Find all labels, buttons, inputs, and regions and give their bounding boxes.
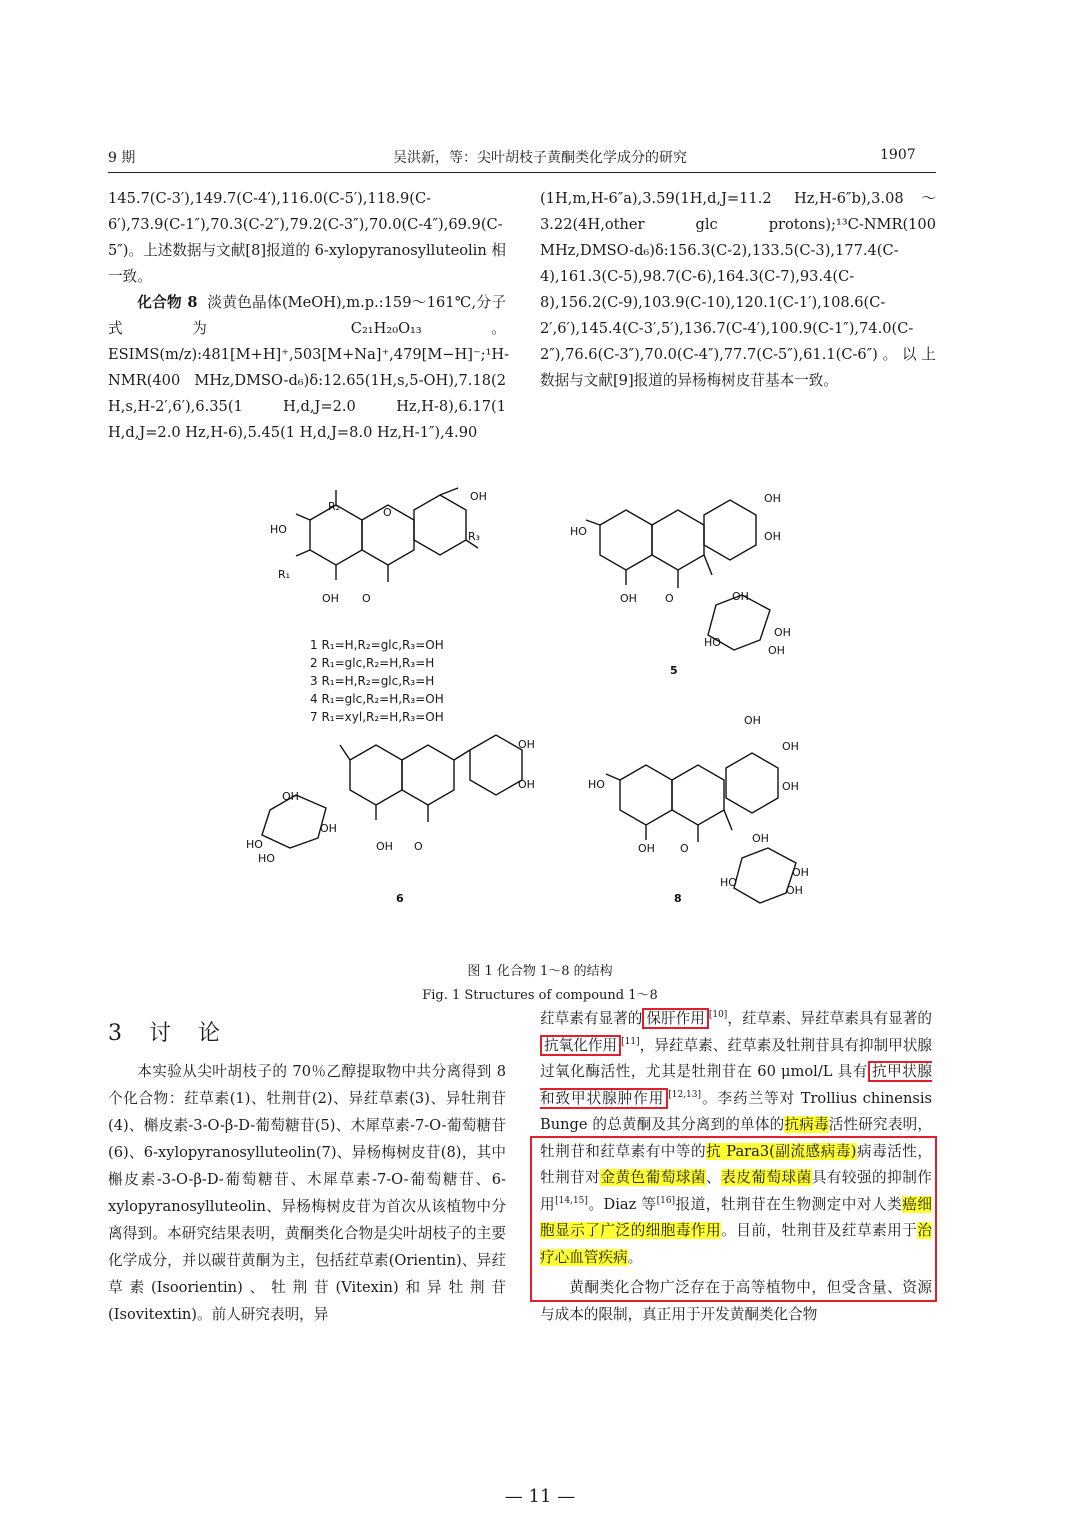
structure-5-core <box>586 500 770 650</box>
atom-oh: OH <box>764 530 781 543</box>
journal-issue: 9 期 <box>108 150 136 166</box>
highlight-s-aureus: 金黄色葡萄球菌 <box>600 1169 707 1186</box>
ref-12-13: [12,13] <box>668 1089 702 1100</box>
legend-row: 3 R₁=H,R₂=glc,R₃=H <box>310 674 435 688</box>
atom-ho: HO <box>588 778 605 791</box>
compound8-label: 化合物 8 <box>137 294 198 311</box>
atom-oh: OH <box>752 832 769 845</box>
section-heading: 3 讨 论 <box>108 1021 230 1046</box>
header-rule <box>108 172 936 173</box>
left-column-top <box>108 186 510 446</box>
boxed-term-antioxidant: 抗氧化作用 <box>540 1035 621 1056</box>
atom-oh: OH <box>518 778 535 791</box>
structure-8-core <box>606 753 796 903</box>
footer-page-number: — 11 — <box>504 1486 576 1507</box>
legend-row: 4 R₁=glc,R₂=H,R₃=OH <box>310 692 444 706</box>
atom-r3: R₃ <box>468 530 481 543</box>
atom-ho: HO <box>704 636 721 649</box>
highlight-cytotoxic: 癌细胞显示了广泛的细胞毒作用 <box>540 1195 932 1239</box>
text-run: 。李药兰等对 Trollius chinensis Bunge 的总黄酮及其分离到的单体的 <box>540 1089 932 1133</box>
text-run: 。目前，牡荆苷及荭草素用于 <box>721 1222 918 1239</box>
atom-oh: OH <box>782 780 799 793</box>
text-run: 活性研究表明，牡荆苷和荭草素有中等的 <box>540 1116 932 1160</box>
text-run: ，异荭草素、荭草素及牡荆苷具有抑制甲状腺过氧化酶活性，尤其是牡荆苷在 60 μmol/L 具有 <box>540 1036 932 1080</box>
highlight-s-epidermidis: 表皮葡萄球菌 <box>721 1169 812 1186</box>
atom-oh: OH <box>792 866 809 879</box>
right-column-top <box>540 186 936 394</box>
text-run: 报道，牡荆苷在生物测定中对人类 <box>675 1195 903 1213</box>
ref-14-15: [14,15] <box>555 1195 588 1206</box>
atom-oh: OH <box>744 714 761 727</box>
text-run: 荭草素有显著的 <box>540 1010 643 1027</box>
discussion-paragraph: 本实验从尖叶胡枝子的 70％乙醇提取物中共分离得到 8 个化合物：荭草素(1)、牡荆苷(2)、异荭草素(3)、异牡荆苷(4)、槲皮素-3-O-β-D-葡萄糖苷(5)、木犀草素-7-O-葡萄糖苷(6)、6-xylopyranosylluteolin(7)、异杨梅树皮苷(8)，其中槲皮素-3-O-β-D-葡萄糖苷、木犀草素-7-O-葡萄糖苷、6-xylopyranosylluteolin、异杨梅树皮苷为首次从该植物中分离得到。本研究结果表明，黄酮类化合物是尖叶胡枝子的主要化学成分，并以碳苷黄酮为主，包括荭草素(Orientin)、异荭草素(Isoorientin)、牡荆苷(Vitexin)和异牡荆苷(Isovitextin)。前人研究表明，异 <box>108 1063 506 1323</box>
atom-oh: OH <box>782 740 799 753</box>
atom-o: O <box>680 842 689 855</box>
legend-row: 2 R₁=glc,R₂=H,R₃=H <box>310 656 435 670</box>
text-run: 具有较强的抑制作用 <box>540 1169 932 1213</box>
atom-oh: OH <box>320 822 337 835</box>
compound-label-8: 8 <box>674 892 682 905</box>
paragraph-compound8-nmr: (1H,m,H-6″a),3.59(1H,d,J=11.2 Hz,H-6″b),3.08～3.22(4H,other glc protons);¹³C-NMR(100 MHz,DMSO-d₆)δ:156.3(C-2),133.5(C-3),177.4(C-4),161.3(C-5),98.7(C-6),164.3(C-7),93.4(C-8),156.2(C-9),103.9(C-10),120.1(C-1′),108.6(C-2′,6′),145.4(C-3′,5′),136.7(C-4′),100.9(C-1″),74.0(C-2″),76.6(C-3″),70.0(C-4″),77.7(C-5″),61.1(C-6″)。以上数据与文献[9]报道的异杨梅树皮苷基本一致。 <box>540 190 936 389</box>
discussion-left-column <box>108 1058 506 1328</box>
atom-oh: OH <box>764 492 781 505</box>
atom-ho: HO <box>720 876 737 889</box>
structure-legend <box>310 636 444 726</box>
boxed-term-hepatoprotective: 保肝作用 <box>642 1008 708 1029</box>
atom-ho: HO <box>246 838 263 851</box>
journal-page-number: 1907 <box>880 147 916 163</box>
figure-caption-cn: 图 1 化合物 1～8 的结构 <box>467 964 613 979</box>
atom-oh: OH <box>768 644 785 657</box>
highlight-para3: 抗 Para3(副流感病毒) <box>706 1142 857 1160</box>
atom-oh: OH <box>282 790 299 803</box>
running-title: 吴洪新，等：尖叶胡枝子黄酮类化学成分的研究 <box>393 150 687 166</box>
atom-oh: OH <box>322 592 339 605</box>
atom-oh: OH <box>638 842 655 855</box>
atom-r1: R₁ <box>278 568 291 581</box>
atom-oh: OH <box>470 490 487 503</box>
atom-oh: OH <box>376 840 393 853</box>
red-annotation-box <box>530 1136 937 1302</box>
structures-figure <box>0 470 1080 930</box>
atom-oh: OH <box>620 592 637 605</box>
legend-row: 1 R₁=H,R₂=glc,R₃=OH <box>310 638 444 652</box>
text-run: 。Diaz 等 <box>587 1195 657 1213</box>
atom-oh: OH <box>732 590 749 603</box>
ref-10: [10] <box>708 1010 728 1021</box>
atom-oh: OH <box>786 884 803 897</box>
atom-ho: HO <box>270 523 287 536</box>
atom-oh: OH <box>774 626 791 639</box>
ref-11: [11] <box>621 1036 640 1047</box>
structure-6-core <box>262 735 522 848</box>
boxed-term-antithyroid: 抗甲状腺和致甲状腺肿作用 <box>540 1063 932 1107</box>
figure-caption-en: Fig. 1 Structures of compound 1～8 <box>422 988 658 1003</box>
atom-o: O <box>362 592 371 605</box>
paragraph-compound7-data: 145.7(C-3′),149.7(C-4′),116.0(C-5′),118.9(C-6′),73.9(C-1″),70.3(C-2″),79.2(C-3″),70.0(C-4″),69.9(C-5″)。上述数据与文献[8]报道的 6-xylopyranosylluteolin 相一致。 <box>108 190 506 285</box>
highlight-cardiovascular: 治疗心血管疾病 <box>540 1222 932 1266</box>
text-run: ，荭草素、异荭草素具有显著的 <box>727 1010 932 1027</box>
text-run: 病毒活性，牡荆苷对 <box>540 1142 932 1186</box>
compound-label-6: 6 <box>396 892 404 905</box>
text-run: 、 <box>706 1169 722 1186</box>
atom-ho: HO <box>570 525 587 538</box>
text-run: 。 <box>627 1248 643 1266</box>
atom-oh: OH <box>518 738 535 751</box>
compound-label-5: 5 <box>670 664 678 677</box>
ref-16: [16] <box>656 1195 676 1206</box>
atom-o: O <box>383 506 392 519</box>
atom-o: O <box>665 592 674 605</box>
atom-o: O <box>414 840 423 853</box>
atom-r2: R₂ <box>328 500 341 513</box>
legend-row: 7 R₁=xyl,R₂=H,R₃=OH <box>310 710 444 724</box>
highlight-antiviral: 抗病毒 <box>784 1116 829 1133</box>
discussion-right-paragraph-2: 黄酮类化合物广泛存在于高等植物中，但受含量、资源与成本的限制，真正用于开发黄酮类化合物 <box>540 1279 932 1323</box>
atom-ho: HO <box>258 852 275 865</box>
paragraph-compound8 <box>108 290 510 446</box>
compound8-text: 淡黄色晶体(MeOH),m.p.:159～161℃,分子式为 C₂₁H₂₀O₁₃。ESIMS(m/z):481[M+H]⁺,503[M+Na]⁺,479[M−H]⁻;¹H-NMR(400 MHz,DMSO-d₆)δ:12.65(1H,s,5-OH),7.18(2 H,s,H-2′,6′),6.35(1 H,d,J=2.0 Hz,H-8),6.17(1 H,d,J=2.0 Hz,H-6),5.45(1 H,d,J=8.0 Hz,H-1″),4.90 <box>108 294 510 441</box>
